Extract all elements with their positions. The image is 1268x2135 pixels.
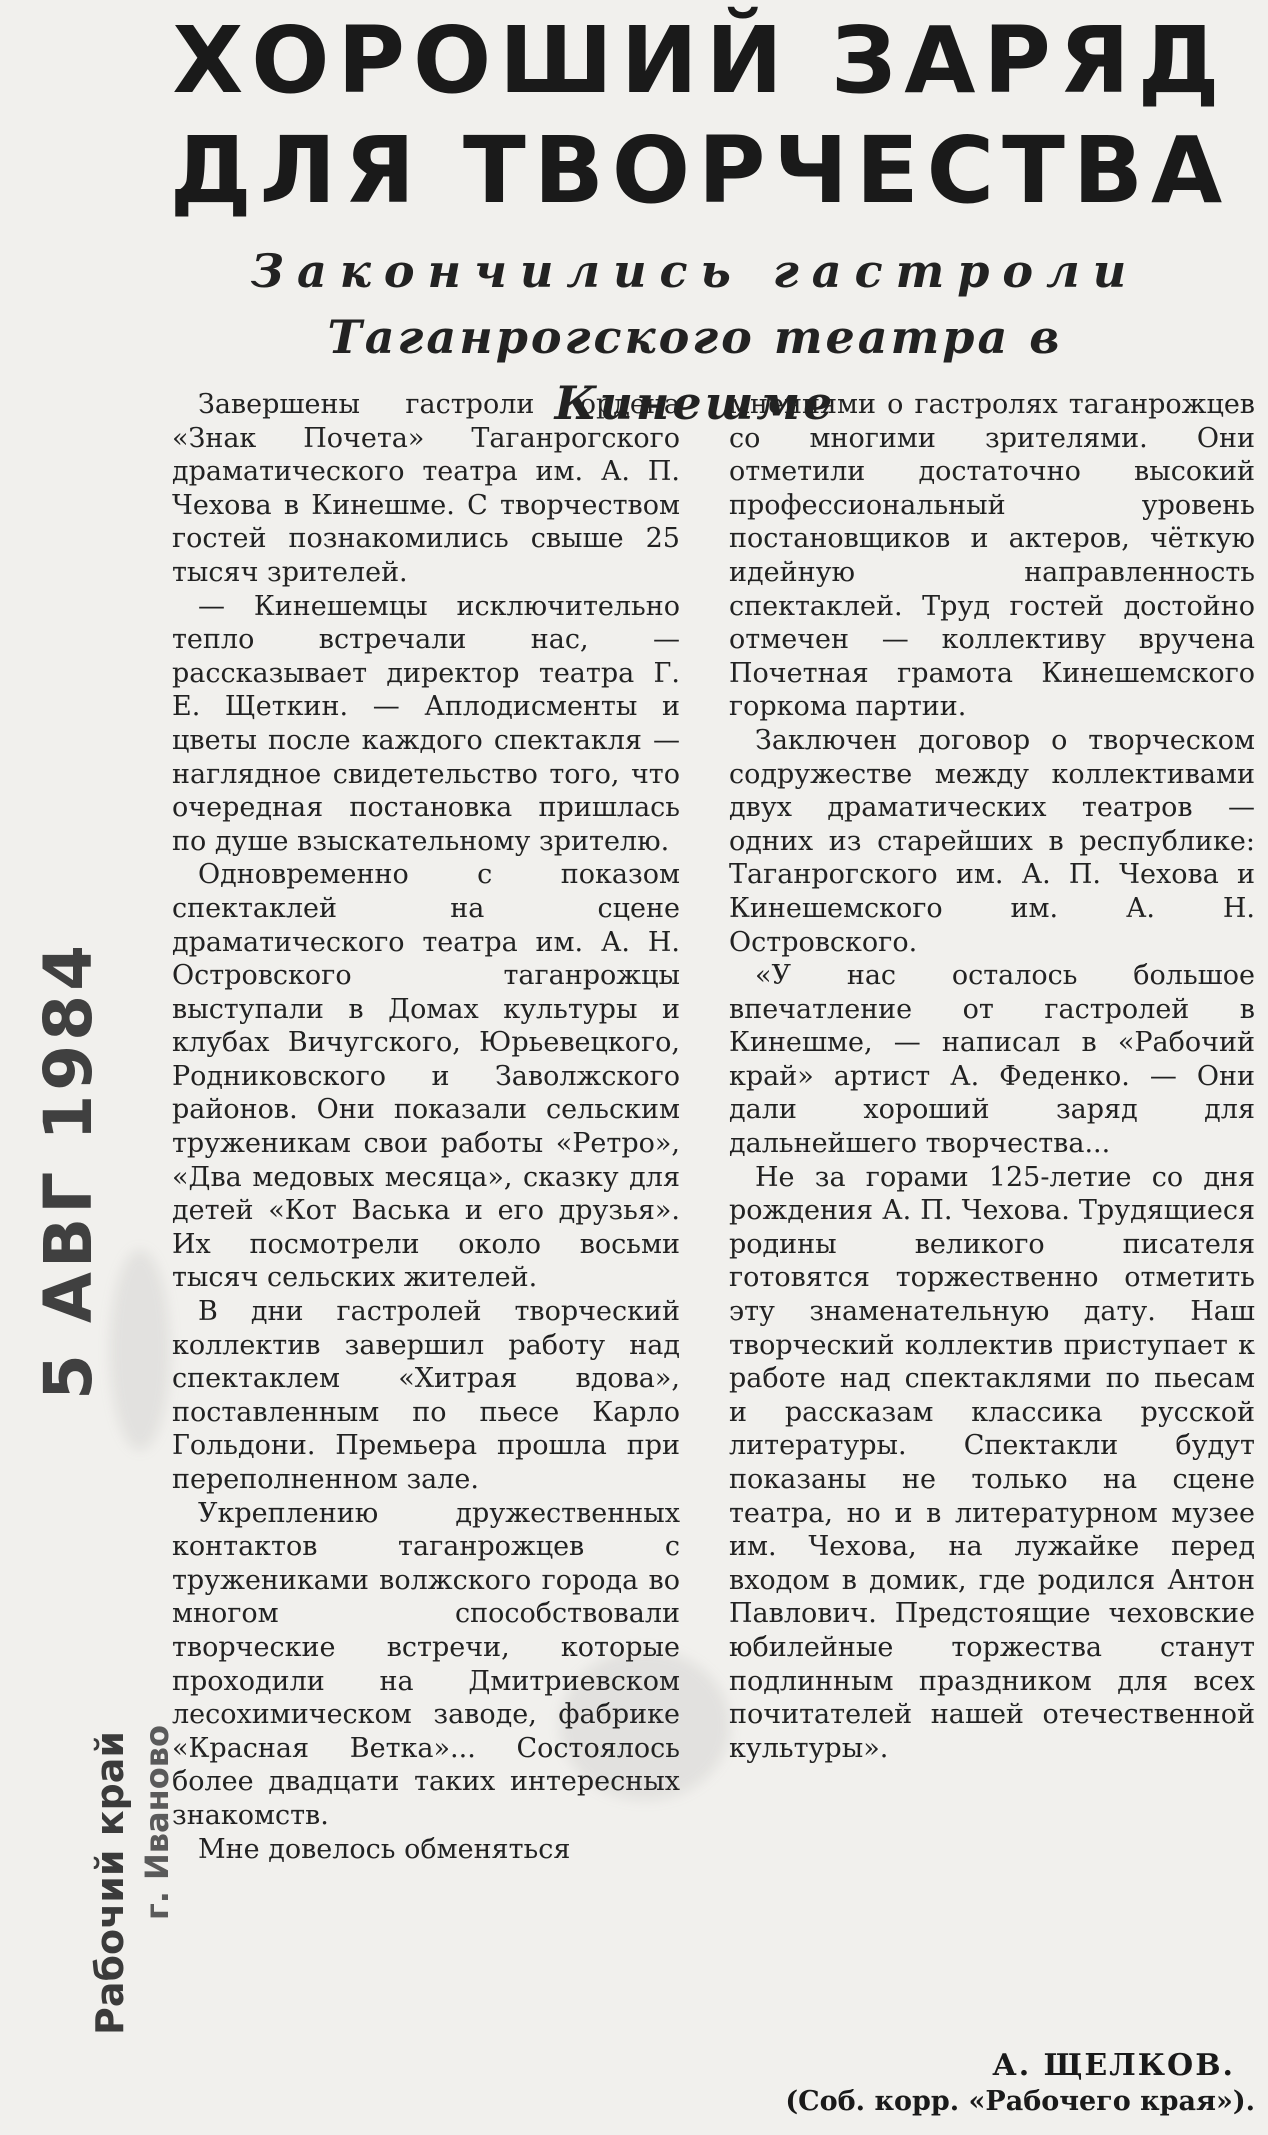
date-stamp: 5 АВГ 1984 xyxy=(30,940,107,1400)
paragraph: В дни гастролей творческий коллектив завершил работу над спектаклем «Хитрая вдова», поставленным по пьесе Карло Гольдони. Премьера прошла при переполненном зале. xyxy=(172,1296,680,1495)
headline xyxy=(160,6,1240,226)
article-column-right xyxy=(729,388,1255,1765)
byline xyxy=(729,2048,1255,2120)
headline-line-2: ДЛЯ ТВОРЧЕСТВА xyxy=(169,117,1231,224)
headline-line-1: ХОРОШИЙ ЗАРЯД xyxy=(172,7,1228,114)
city-stamp: г. Иваново xyxy=(138,1725,176,1920)
subtitle-line-1: Закончились гастроли xyxy=(250,244,1140,298)
paragraph: Завершены гастроли ордена «Знак Почета» Таганрогского драматического театра им. А. П. Чехова в Кинешме. С творчеством гостей познакомились свыше 25 тысяч зрителей. xyxy=(172,389,680,588)
author-name: А. ЩЕЛКОВ. xyxy=(992,2048,1235,2083)
paragraph: мнениями о гастролях таганрожцев со многими зрителями. Они отметили достаточно высокий профессиональный уровень постановщиков и актеров, чёткую идейную направленность спектаклей. Труд гостей достойно отмечен — коллективу вручена Почетная грамота Кинешемского горкома партии. xyxy=(729,389,1255,723)
subtitle-line-2: Таганрогского театра в Кинешме xyxy=(327,310,1063,430)
paragraph: Одновременно с показом спектаклей на сцене драматического театра им. А. Н. Островского таганрожцы выступали в Домах культуры и клубах Вичугского, Юрьевецкого, Родниковского и Заволжского районов. Они показали сельским труженикам свои работы «Ретро», «Два медовых месяца», сказку для детей «Кот Васька и его друзья». Их посмотрели около восьми тысяч сельских жителей. xyxy=(172,859,680,1294)
paper-smudge xyxy=(110,1250,170,1450)
paragraph: Не за горами 125-летие со дня рождения А. П. Чехова. Трудящиеся родины великого писателя готовятся торжественно отметить эту знаменательную дату. Наш творческий коллектив приступает к работе над спектаклями по пьесам и рассказам классика русской литературы. Спектакли будут показаны не только на сцене театра, но и в литературном музее им. Чехова, на лужайке перед входом в домик, где родился Антон Павлович. Предстоящие чеховские юбилейные торжества станут подлинным праздником для всех почитателей нашей отечественной культуры». xyxy=(729,1161,1255,1764)
author-credit: (Соб. корр. «Рабочего края»). xyxy=(785,2086,1255,2117)
paragraph: Заключен договор о творческом содружестве между коллективами двух драматических театров — одних из старейших в республике: Таганрогского им. А. П. Чехова и Кинешемского им. А. Н. Островского. xyxy=(729,724,1255,958)
paragraph: — Кинешемцы исключительно тепло встречали нас, — рассказывает директор театра Г. Е. Щеткин. — Аплодисменты и цветы после каждого спектакля — наглядное свидетельство того, что очередная постановка пришлась по душе взыскательному зрителю. xyxy=(172,590,680,857)
newspaper-name-stamp: Рабочий край xyxy=(88,1731,132,2035)
paragraph: Мне довелось обменяться xyxy=(198,1833,571,1865)
paragraph: «У нас осталось большое впечатление от гастролей в Кинешме, — написал в «Рабочий край» артист А. Феденко. — Они дали хороший заряд для дальнейшего творчества... xyxy=(729,960,1255,1160)
article-column-left xyxy=(172,388,680,1866)
paragraph: Укреплению дружественных контактов таганрожцев с тружениками волжского города во многом способствовали творческие встречи, которые проходили на Дмитриевском лесохимическом заводе, фабрике «Красная Ветка»... Состоялось более двадцати таких интересных знакомств. xyxy=(172,1497,680,1831)
